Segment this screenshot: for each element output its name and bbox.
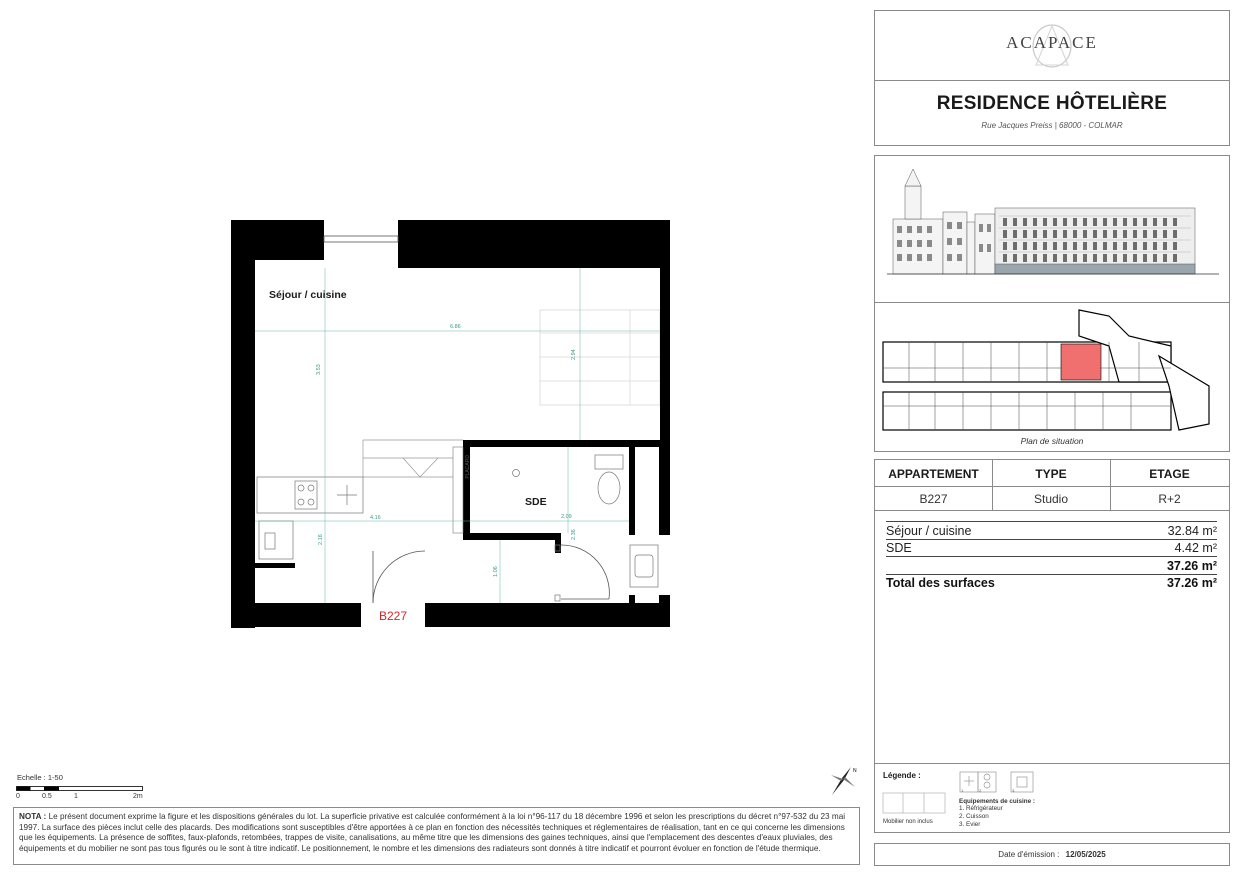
scale-tick-2m: 2m bbox=[133, 793, 143, 800]
surface-subtotal: 37.26 m² bbox=[1166, 559, 1217, 573]
scale-label: Echelle : 1-50 bbox=[17, 773, 63, 782]
dim-kitchen-width: 4.16 bbox=[370, 515, 381, 521]
scale-tick-0: 0 bbox=[16, 793, 20, 800]
header-appartement: APPARTEMENT bbox=[888, 467, 979, 481]
dim-sde-depth: 2.36 bbox=[571, 529, 577, 540]
furniture-icon bbox=[882, 792, 946, 814]
unit-label: B227 bbox=[379, 609, 408, 623]
brand-name: ACAPACE bbox=[1006, 33, 1098, 52]
dim-sde-width: 2.09 bbox=[561, 514, 572, 520]
room-label-sejour: Séjour / cuisine bbox=[269, 289, 347, 301]
situation-panel bbox=[874, 155, 1230, 452]
emission-label: Date d'émission : bbox=[998, 850, 1060, 859]
legend-equip-1: 1. Réfrigérateur bbox=[959, 805, 1003, 812]
emission-date: 12/05/2025 bbox=[1065, 850, 1106, 859]
dim-width: 6.86 bbox=[450, 324, 461, 330]
room-label-sde: SDE bbox=[525, 496, 547, 508]
legend-equip-3: 3. Evier bbox=[959, 821, 981, 828]
surface-value-sde: 4.42 m² bbox=[1174, 541, 1217, 555]
surface-total-label: Total des surfaces bbox=[886, 576, 995, 590]
nota-label: NOTA : bbox=[19, 812, 47, 821]
situation-plan bbox=[879, 306, 1225, 434]
surface-label-sde: SDE bbox=[886, 541, 912, 555]
kitchen-icon-label-2: 2. bbox=[979, 788, 983, 793]
header-etage: ETAGE bbox=[1149, 467, 1190, 481]
apartment-panel bbox=[874, 459, 1230, 763]
legend-equip-2: 2. Cuisson bbox=[959, 813, 989, 820]
scale-tick-05: 0.5 bbox=[42, 793, 52, 800]
project-address: Rue Jacques Preiss | 68000 - COLMAR bbox=[981, 121, 1123, 130]
scale-tick-1: 1 bbox=[74, 793, 78, 800]
kitchen-equipment-icons bbox=[959, 771, 1035, 793]
legend-equip-title: Equipements de cuisine : bbox=[959, 798, 1035, 805]
kitchen-icon-label-3: 3. bbox=[1012, 788, 1016, 793]
nota-body: Le présent document exprime la figure et les dispositions générales du lot. La superficie privative est calculée conformément à la loi n°96-117 du 18 décembre 1996 et selon les prescriptions du décret n°97-532 du 23 mai 1997. La surface des pièces inclut celle des placards. Des modifications sont susceptibles d'être apportées à ce plan en fonction des nécessités techniques et réglementaires de réalisation, tant en ce qui concerne les dimensions que les équipements. La présence de soffites, faux-plafonds, retombées, trappes de visite, canalisations, au même titre que les dimensions des gaines techniques, ainsi que l'emplacement des descentes d'eaux pluviales, des équipements et du mobilier ne sont pas tous figurés ou le sont à titre indicatif. Le positionnement, le nombre et les dimensions des radiateurs sont donnés à titre indicatif et pourront évoluer en fonction de l'étude thermique. bbox=[19, 812, 846, 853]
placard-label: PLACARD bbox=[465, 455, 471, 479]
situation-caption: Plan de situation bbox=[1020, 436, 1084, 446]
scale-bar bbox=[16, 786, 146, 792]
facade-elevation bbox=[879, 164, 1225, 294]
project-title: RESIDENCE HÔTELIÈRE bbox=[936, 93, 1168, 114]
footer-panel bbox=[874, 843, 1230, 866]
legend-panel bbox=[874, 763, 1230, 833]
kitchen-icon-label-1: 1. bbox=[961, 788, 965, 793]
dim-entry-depth: 1.06 bbox=[493, 566, 499, 577]
dim-depth: 3.53 bbox=[316, 364, 322, 375]
floor-plan bbox=[225, 215, 675, 635]
surface-label-sejour: Séjour / cuisine bbox=[886, 524, 972, 538]
legend-title: Légende : bbox=[883, 771, 921, 780]
legend-mobilier: Mobilier non inclus bbox=[883, 819, 933, 825]
surface-total-value: 37.26 m² bbox=[1166, 576, 1217, 590]
compass-north-label: N bbox=[853, 768, 857, 774]
situation-highlight-b227 bbox=[1061, 344, 1101, 380]
title-block bbox=[874, 10, 1230, 146]
surface-value-sejour: 32.84 m² bbox=[1167, 524, 1217, 538]
north-compass-icon bbox=[827, 763, 859, 799]
dim-kitchen-depth: 2.16 bbox=[318, 534, 324, 545]
dim-window-depth: 2.94 bbox=[571, 349, 577, 360]
value-appartement: B227 bbox=[919, 492, 948, 506]
header-type: TYPE bbox=[1035, 467, 1067, 481]
value-etage: R+2 bbox=[1158, 492, 1181, 506]
nota-box bbox=[13, 807, 860, 865]
nota-text bbox=[19, 812, 854, 854]
value-type: Studio bbox=[1033, 492, 1069, 506]
